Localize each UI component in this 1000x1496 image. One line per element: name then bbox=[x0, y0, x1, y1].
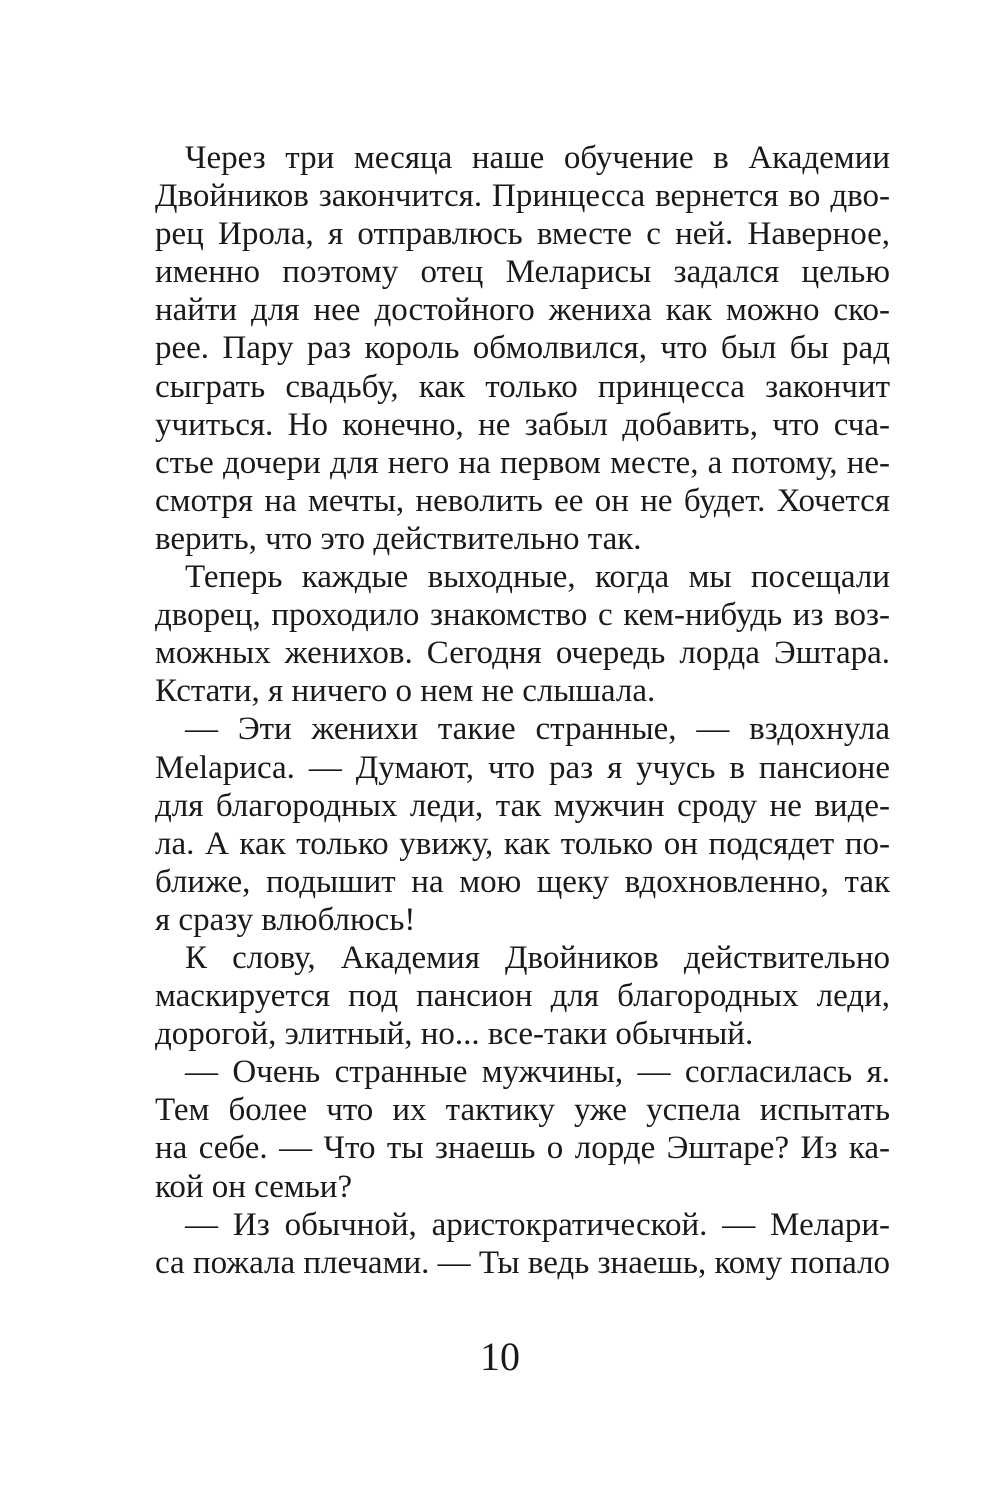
text-line: Melaриса. — Думают, что раз я учусь в пансионе bbox=[155, 749, 890, 786]
text-line: найти для нее достойного жениха как можно ско- bbox=[155, 292, 890, 329]
text-line: са пожала плечами. — Ты ведь знаешь, кому попало bbox=[155, 1244, 891, 1281]
text-line: на себе. — Что ты знаешь о лорде Эштаре? Из ка- bbox=[155, 1130, 890, 1167]
text-line: маскируется под пансион для благородных леди, bbox=[155, 978, 890, 1015]
text-line: Тем более что их тактику уже успела испытать bbox=[155, 1092, 890, 1129]
text-line: Через три месяца наше обучение в Академии bbox=[185, 140, 890, 176]
body-text bbox=[155, 139, 890, 1282]
text-line: ближе, подышит на мою щеку вдохновленно, так bbox=[155, 863, 890, 900]
text-line: — Очень странные мужчины, — согласилась я. bbox=[185, 1054, 890, 1091]
text-line: ла. А как только увижу, как только он подсядет по- bbox=[155, 825, 890, 862]
text-line: Теперь каждые выходные, когда мы посещали bbox=[185, 559, 890, 596]
text-line: кой он семьи? bbox=[155, 1168, 353, 1205]
text-line: сыграть свадьбу, как только принцесса закончит bbox=[155, 368, 890, 405]
text-line: — Эти женихи такие странные, — вздохнула bbox=[185, 711, 890, 748]
page-number: 10 bbox=[480, 1334, 520, 1379]
text-line: стье дочери для него на первом месте, а потому, не- bbox=[155, 444, 890, 481]
text-line: именно поэтому отец Меларисы задался целью bbox=[155, 254, 890, 291]
text-line: дорогой, элитный, но... все-таки обычный. bbox=[155, 1016, 754, 1053]
text-line: рец Ирола, я отправлюсь вместе с ней. Наверное, bbox=[155, 216, 890, 253]
text-line: рее. Пару раз король обмолвился, что был бы рад bbox=[155, 330, 890, 367]
text-line: учиться. Но конечно, не забыл добавить, что сча- bbox=[155, 406, 890, 443]
text-line: Двойников закончится. Принцесса вернется во дво- bbox=[155, 178, 890, 215]
text-line: К слову, Академия Двойников действительно bbox=[185, 939, 890, 976]
text-line: можных женихов. Сегодня очередь лорда Эштара. bbox=[155, 635, 890, 672]
text-line: — Из обычной, аристократической. — Мелари- bbox=[185, 1206, 890, 1243]
text-line: для благородных леди, так мужчин сроду не виде- bbox=[155, 787, 890, 824]
text-line: я сразу влюблюсь! bbox=[155, 901, 416, 938]
text-line: Кстати, я ничего о нем не слышала. bbox=[155, 673, 656, 710]
text-line: смотря на мечты, неволить ее он не будет. Хочется bbox=[155, 482, 890, 519]
text-line: дворец, проходило знакомство с кем-нибудь из воз- bbox=[155, 597, 890, 634]
text-line: верить, что это действительно так. bbox=[155, 520, 642, 557]
